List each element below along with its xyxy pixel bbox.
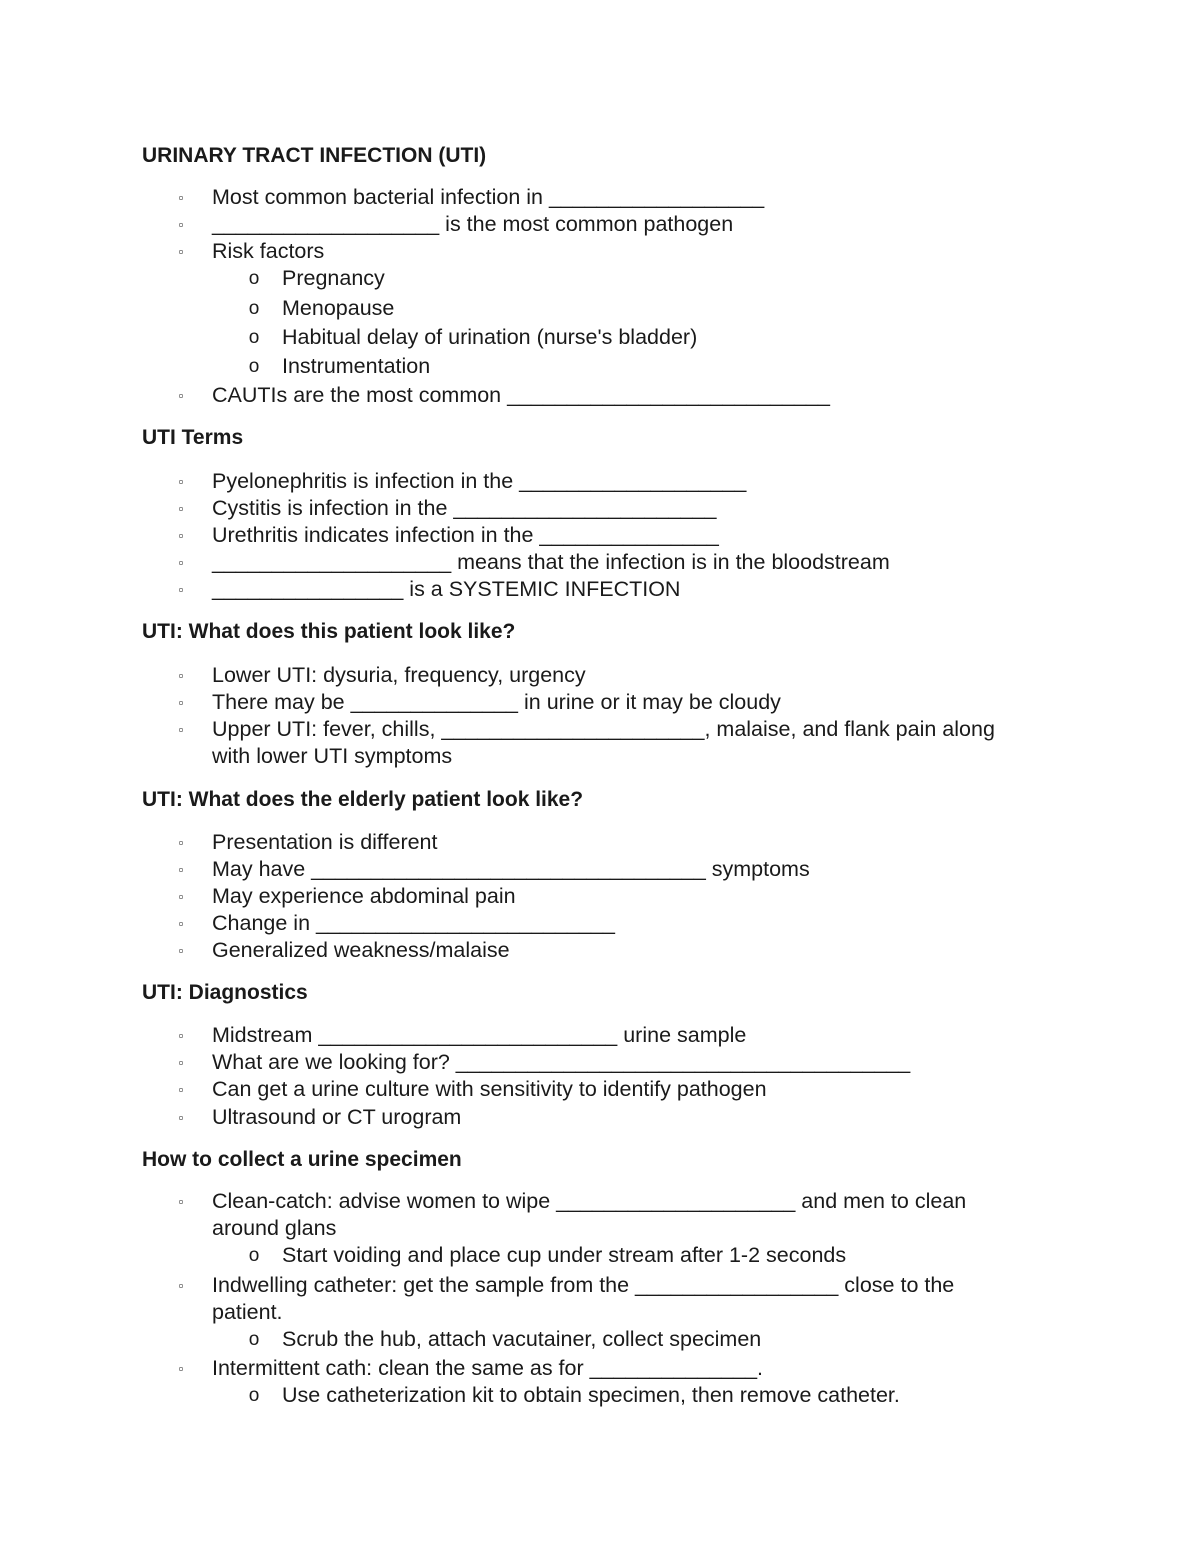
bullet-icon: ▫ [178,474,184,489]
section-heading-uti-terms: UTI Terms [142,426,244,449]
list-item: Midstream _________________________ urine sample [212,1023,747,1047]
bullet-icon: ▫ [178,582,184,597]
list-item: Risk factors [212,239,325,263]
list-item: Can get a urine culture with sensitivity to identify pathogen [212,1077,767,1101]
section-heading-patient-look: UTI: What does this patient look like? [142,620,516,643]
section-heading-urine-specimen: How to collect a urine specimen [142,1148,462,1171]
bullet-icon: ▫ [178,862,184,877]
sub-list-item: Menopause [282,296,395,320]
list-item: Most common bacterial infection in __________________ [212,185,765,209]
bullet-icon: ▫ [178,722,184,737]
bullet-icon: ▫ [178,1055,184,1070]
sub-list-item: Habitual delay of urination (nurse's bladder) [282,325,698,349]
sub-bullet-icon: o [248,298,260,319]
list-item: ___________________ is the most common pathogen [212,212,734,236]
list-item: Cystitis is infection in the ______________________ [212,496,717,520]
bullet-icon: ▫ [178,835,184,850]
list-item: Generalized weakness/malaise [212,938,510,962]
list-item: Upper UTI: fever, chills, ______________________, malaise, and flank pain along [212,717,995,741]
list-item: ________________ is a SYSTEMIC INFECTION [212,577,681,601]
sub-bullet-icon: o [248,1385,260,1406]
bullet-icon: ▫ [178,1082,184,1097]
list-item-continuation: patient. [212,1300,283,1324]
section-heading-elderly: UTI: What does the elderly patient look like? [142,788,584,811]
bullet-icon: ▫ [178,501,184,516]
bullet-icon: ▫ [178,388,184,403]
bullet-icon: ▫ [178,889,184,904]
list-item: ____________________ means that the infection is in the bloodstream [212,550,890,574]
bullet-icon: ▫ [178,695,184,710]
list-item: Ultrasound or CT urogram [212,1105,462,1129]
sub-bullet-icon: o [248,1329,260,1350]
list-item: Urethritis indicates infection in the _______________ [212,523,719,547]
sub-list-item: Pregnancy [282,266,385,290]
list-item: Lower UTI: dysuria, frequency, urgency [212,663,586,687]
section-heading-diagnostics: UTI: Diagnostics [142,981,308,1004]
bullet-icon: ▫ [178,1028,184,1043]
bullet-icon: ▫ [178,668,184,683]
sub-list-item: Scrub the hub, attach vacutainer, collect specimen [282,1327,762,1351]
bullet-icon: ▫ [178,528,184,543]
list-item: Change in _________________________ [212,911,615,935]
bullet-icon: ▫ [178,1110,184,1125]
bullet-icon: ▫ [178,1278,184,1293]
list-item-continuation: with lower UTI symptoms [212,744,453,768]
list-item: Intermittent cath: clean the same as for ______________. [212,1356,764,1380]
list-item: May have _________________________________ symptoms [212,857,810,881]
bullet-icon: ▫ [178,244,184,259]
list-item: Pyelonephritis is infection in the ___________________ [212,469,747,493]
bullet-icon: ▫ [178,217,184,232]
bullet-icon: ▫ [178,555,184,570]
list-item: There may be ______________ in urine or it may be cloudy [212,690,781,714]
list-item: Indwelling catheter: get the sample from the _________________ close to the [212,1273,955,1297]
list-item: What are we looking for? ______________________________________ [212,1050,911,1074]
sub-list-item: Instrumentation [282,354,431,378]
bullet-icon: ▫ [178,943,184,958]
list-item: CAUTIs are the most common ___________________________ [212,383,830,407]
bullet-icon: ▫ [178,916,184,931]
list-item-continuation: around glans [212,1216,337,1240]
section-heading-uti: URINARY TRACT INFECTION (UTI) [142,144,487,167]
bullet-icon: ▫ [178,1194,184,1209]
list-item: Presentation is different [212,830,438,854]
sub-bullet-icon: o [248,356,260,377]
sub-bullet-icon: o [248,327,260,348]
bullet-icon: ▫ [178,1361,184,1376]
sub-bullet-icon: o [248,1245,260,1266]
sub-bullet-icon: o [248,268,260,289]
sub-list-item: Start voiding and place cup under stream after 1-2 seconds [282,1243,847,1267]
bullet-icon: ▫ [178,190,184,205]
sub-list-item: Use catheterization kit to obtain specimen, then remove catheter. [282,1383,900,1407]
list-item: Clean-catch: advise women to wipe ____________________ and men to clean [212,1189,967,1213]
list-item: May experience abdominal pain [212,884,516,908]
